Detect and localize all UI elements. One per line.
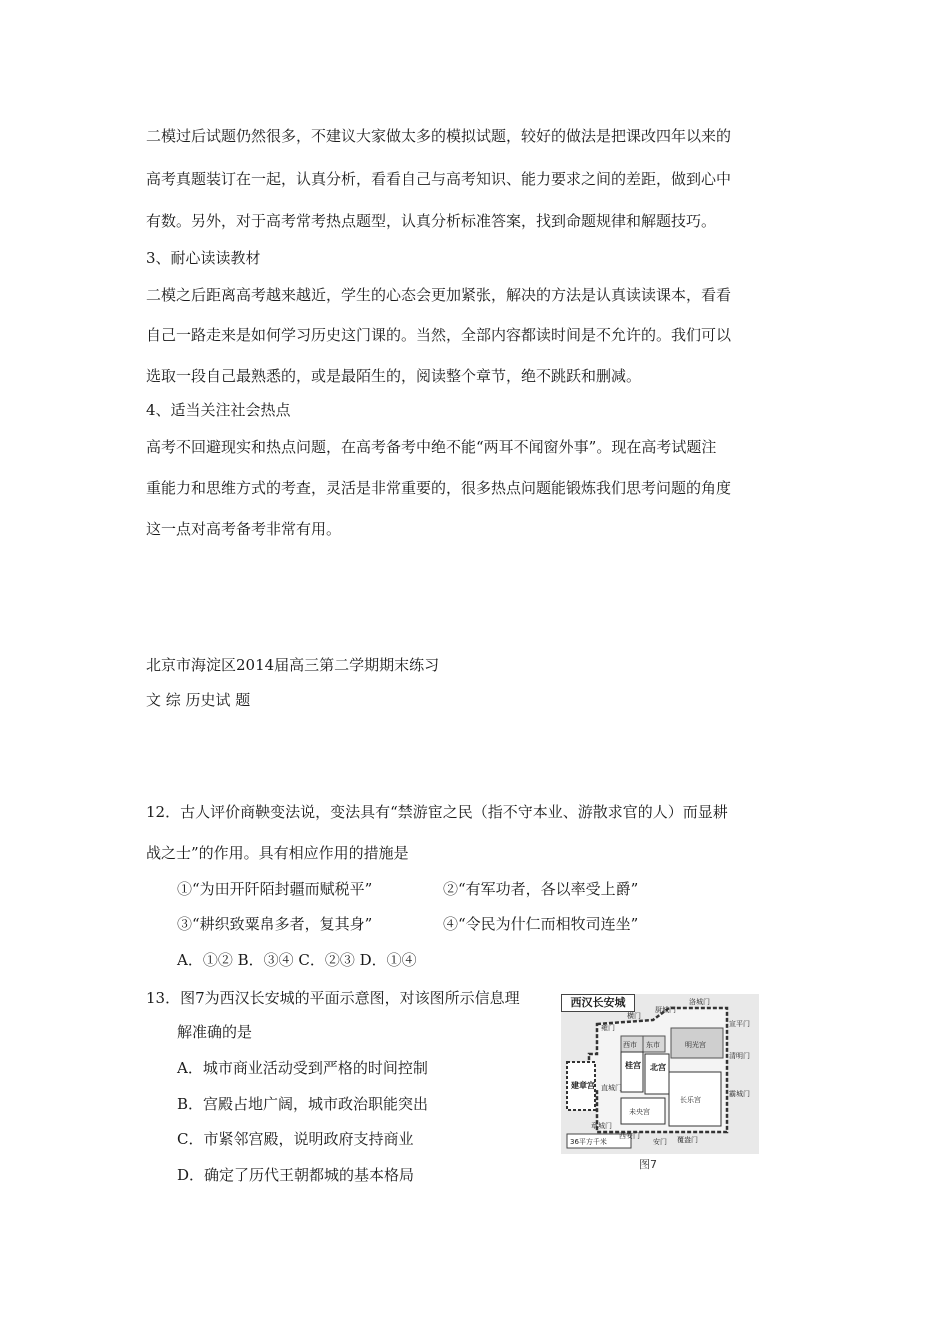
label-gui-palace: 桂宫: [625, 1061, 641, 1070]
q12-option-4: ④“令民为什仁而相牧司连坐”: [443, 915, 639, 933]
label-hengmen: 横门: [627, 1012, 641, 1020]
label-north-palace: 北宫: [650, 1063, 666, 1072]
paragraph-2-line-3: 选取一段自己最熟悉的，或是最陌生的，阅读整个章节，绝不跳跃和删减。: [146, 367, 642, 385]
paragraph-2-line-2: 自己一路走来是如何学习历史这门课的。当然，全部内容都读时间是不允许的。我们可以: [146, 326, 732, 344]
label-jianzhang-palace: 建章宫: [571, 1081, 595, 1090]
q12-stem-line-1: 12．古人评价商鞅变法说，变法具有“禁游宦之民（指不守本业、游散求官的人）而显耕: [146, 803, 728, 821]
q12-option-1: ①“为田开阡陌封疆而赋税平”: [177, 880, 373, 898]
label-area: 36平方千米: [570, 1138, 607, 1146]
q12-option-3: ③“耕织致粟帛多者，复其身”: [177, 915, 373, 933]
label-zhicheng-gate: 直城门: [601, 1084, 622, 1092]
label-fuang-gate: 覆盎门: [677, 1136, 698, 1144]
paragraph-1-line-1: 二模过后试题仍然很多，不建议大家做太多的模拟试题，较好的做法是把课改四年以来的: [146, 127, 732, 145]
label-xi-anmen: 西安门: [619, 1132, 640, 1140]
q13-option-c: C．市紧邻宫殿，说明政府支持商业: [177, 1130, 414, 1148]
q13-option-a: A．城市商业活动受到严格的时间控制: [177, 1059, 428, 1077]
exam-subtitle: 文 综 历史试 题: [146, 691, 251, 709]
q13-option-d: D．确定了历代王朝都城的基本格局: [177, 1166, 415, 1184]
changan-city-map: [561, 994, 759, 1172]
paragraph-1-line-2: 高考真题装订在一起，认真分析，看看自己与高考知识、能力要求之间的差距，做到心中: [146, 170, 732, 188]
heading-4: 4、适当关注社会热点: [146, 401, 291, 419]
paragraph-3-line-2: 重能力和思维方式的考查，灵活是非常重要的，很多热点问题能锻炼我们思考问题的角度: [146, 479, 732, 497]
label-mingguang-palace: 明光宫: [685, 1041, 706, 1049]
map-drawing: [561, 994, 759, 1154]
paragraph-1-line-3: 有数。另外，对于高考常考热点题型，认真分析标准答案，找到命题规律和解题技巧。: [146, 212, 717, 230]
label-yongmen: 雍门: [601, 1024, 615, 1032]
label-west-market: 西市: [623, 1041, 637, 1049]
q13-option-b: B．宫殿占地广阔，城市政治职能突出: [177, 1095, 429, 1113]
q12-answer-choices: A．①② B．③④ C．②③ D．①④: [177, 951, 417, 969]
figure-caption: 图7: [639, 1158, 657, 1171]
label-weiyang-palace: 未央宫: [629, 1108, 650, 1116]
label-bacheng-gate: 霸城门: [729, 1090, 750, 1098]
label-luocheng-gate: 洛城门: [689, 998, 710, 1006]
label-xuanping-gate: 宣平门: [729, 1020, 750, 1028]
label-chucheng-gate: 厨城门: [655, 1006, 676, 1014]
paragraph-3-line-3: 这一点对高考备考非常有用。: [146, 520, 342, 538]
label-zhangcheng-gate: 章城门: [591, 1122, 612, 1130]
q12-stem-line-2: 战之士”的作用。具有相应作用的措施是: [146, 844, 409, 862]
paragraph-2-line-1: 二模之后距离高考越来越近，学生的心态会更加紧张，解决的方法是认真读读课本，看看: [146, 286, 732, 304]
label-anmen: 安门: [653, 1138, 667, 1146]
exam-title: 北京市海淀区2014届高三第二学期期末练习: [146, 656, 440, 674]
q12-option-2: ②“有军功者，各以率受上爵”: [443, 880, 639, 898]
map-title: 西汉长安城: [561, 994, 635, 1012]
q13-stem-line-1: 13．图7为西汉长安城的平面示意图，对该图所示信息理: [146, 989, 520, 1007]
label-qingming-gate: 清明门: [729, 1052, 750, 1060]
label-changle-palace: 长乐宫: [680, 1096, 701, 1104]
label-east-market: 东市: [646, 1041, 660, 1049]
paragraph-3-line-1: 高考不回避现实和热点问题，在高考备考中绝不能“两耳不闻窗外事”。现在高考试题注: [146, 438, 717, 456]
q13-stem-line-2: 解准确的是: [177, 1023, 253, 1041]
heading-3: 3、耐心读读教材: [146, 249, 261, 267]
